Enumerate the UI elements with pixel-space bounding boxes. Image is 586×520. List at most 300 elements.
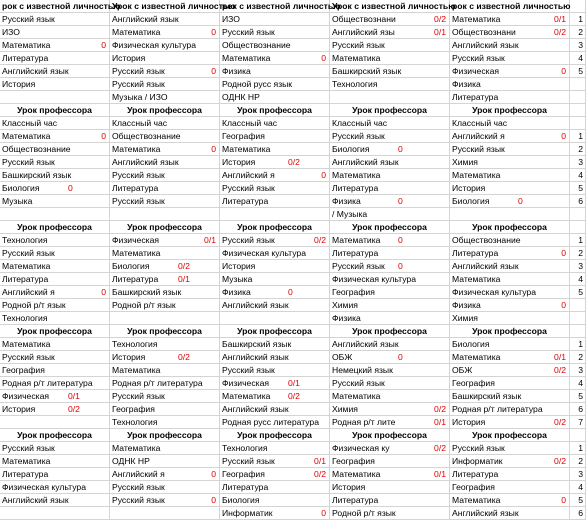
subject-cell[interactable] (110, 234, 220, 247)
subject-cell[interactable] (110, 494, 220, 507)
lesson-number-cell[interactable] (570, 169, 586, 182)
subject-cell[interactable] (450, 91, 570, 104)
subject-cell[interactable] (220, 78, 330, 91)
lesson-number-cell[interactable] (570, 52, 586, 65)
subject-cell[interactable] (450, 130, 570, 143)
cell-text: Русский язык (2, 248, 55, 258)
subject-cell[interactable] (0, 39, 110, 52)
section-header-cell[interactable] (0, 429, 110, 442)
cell-text: Математика (452, 495, 501, 505)
subject-cell[interactable] (220, 52, 330, 65)
subject-cell[interactable] (0, 273, 110, 286)
lesson-number-cell[interactable] (570, 208, 586, 221)
lesson-number-cell[interactable] (570, 442, 586, 455)
lesson-number-cell[interactable] (570, 78, 586, 91)
lesson-number-cell[interactable] (570, 312, 586, 325)
subject-cell[interactable] (220, 481, 330, 494)
subject-cell[interactable] (220, 130, 330, 143)
subject-cell[interactable] (110, 338, 220, 351)
subject-cell[interactable] (330, 52, 450, 65)
lesson-number-cell[interactable] (570, 156, 586, 169)
subject-cell[interactable] (110, 13, 220, 26)
cell-text: Физическая культура (452, 287, 536, 297)
subject-cell[interactable] (0, 468, 110, 481)
grade-count: 0 (561, 495, 566, 505)
section-header-cell[interactable] (110, 0, 236, 13)
subject-cell[interactable] (450, 299, 570, 312)
subject-cell[interactable] (110, 455, 220, 468)
cell-text: Русский язык (112, 196, 165, 206)
subject-cell[interactable] (330, 416, 450, 429)
subject-cell[interactable] (0, 481, 110, 494)
subject-cell[interactable] (0, 286, 110, 299)
lesson-number-cell[interactable] (570, 39, 586, 52)
subject-cell[interactable] (0, 182, 110, 195)
subject-cell[interactable] (110, 52, 220, 65)
section-header-cell[interactable] (0, 104, 110, 117)
subject-cell[interactable] (220, 455, 330, 468)
subject-cell[interactable] (0, 143, 110, 156)
subject-cell[interactable] (330, 91, 450, 104)
subject-cell[interactable] (110, 286, 220, 299)
grade-count: 0/1 (554, 14, 566, 24)
lesson-number-cell[interactable] (570, 507, 586, 520)
subject-cell[interactable] (0, 416, 110, 429)
subject-cell[interactable] (220, 468, 330, 481)
cell-text: Русский язык (2, 352, 55, 362)
subject-cell[interactable] (330, 403, 450, 416)
subject-cell[interactable] (110, 403, 220, 416)
lesson-number-cell[interactable] (570, 26, 586, 39)
lesson-number-cell[interactable] (570, 182, 586, 195)
section-header-cell[interactable] (450, 0, 570, 13)
subject-cell[interactable] (330, 338, 450, 351)
subject-cell[interactable] (0, 117, 110, 130)
lesson-number-cell[interactable] (570, 0, 586, 13)
subject-cell[interactable] (330, 390, 450, 403)
subject-cell[interactable] (0, 26, 110, 39)
cell-text: Родная р/т литература (112, 378, 203, 388)
cell-text: Технология (112, 339, 158, 349)
subject-cell[interactable] (0, 65, 110, 78)
subject-cell[interactable] (220, 507, 330, 520)
subject-cell[interactable] (110, 195, 220, 208)
subject-cell[interactable] (330, 13, 450, 26)
cell-text: Русский язык (112, 482, 165, 492)
section-header-cell[interactable] (220, 221, 330, 234)
subject-cell[interactable] (330, 455, 450, 468)
subject-cell[interactable] (110, 182, 220, 195)
lesson-number-cell[interactable] (570, 91, 586, 104)
grade-count: 0 (398, 144, 403, 154)
section-header-cell[interactable] (110, 221, 220, 234)
subject-cell[interactable] (220, 494, 330, 507)
subject-cell[interactable] (450, 494, 570, 507)
subject-cell[interactable] (110, 91, 220, 104)
section-header-cell[interactable] (220, 325, 330, 338)
subject-cell[interactable] (110, 442, 220, 455)
subject-cell[interactable] (450, 468, 570, 481)
cell-text: Русский язык (222, 235, 275, 245)
subject-cell[interactable] (330, 234, 450, 247)
subject-cell[interactable] (110, 507, 220, 520)
grade-count: 0 (101, 287, 106, 297)
subject-cell[interactable] (220, 286, 330, 299)
subject-cell[interactable] (0, 247, 110, 260)
subject-cell[interactable] (450, 117, 570, 130)
subject-cell[interactable] (220, 143, 330, 156)
subject-cell[interactable] (220, 247, 330, 260)
lesson-number-cell[interactable] (570, 117, 586, 130)
subject-cell[interactable] (450, 182, 570, 195)
subject-cell[interactable] (450, 351, 570, 364)
subject-cell[interactable] (0, 403, 110, 416)
lesson-number-cell[interactable] (570, 377, 586, 390)
cell-text: География (332, 287, 375, 297)
grade-count: 0 (321, 508, 326, 518)
subject-cell[interactable] (0, 156, 110, 169)
lesson-number-cell[interactable] (570, 13, 586, 26)
subject-cell[interactable] (220, 273, 330, 286)
subject-cell[interactable] (0, 78, 110, 91)
subject-cell[interactable] (330, 351, 450, 364)
section-header-cell[interactable] (450, 325, 570, 338)
subject-cell[interactable] (330, 377, 450, 390)
section-header-cell[interactable] (330, 221, 450, 234)
subject-cell[interactable] (450, 442, 570, 455)
subject-cell[interactable] (330, 195, 450, 208)
subject-cell[interactable] (0, 195, 110, 208)
grade-count: 0/2 (554, 365, 566, 375)
lesson-number-cell[interactable] (570, 494, 586, 507)
subject-cell[interactable] (220, 442, 330, 455)
subject-cell[interactable] (0, 507, 110, 520)
cell-text: Математика (2, 131, 51, 141)
subject-cell[interactable] (220, 91, 330, 104)
cell-text: Английский язык (332, 157, 399, 167)
subject-cell[interactable] (220, 299, 330, 312)
subject-cell[interactable] (450, 507, 570, 520)
subject-cell[interactable] (330, 65, 450, 78)
lesson-number-cell[interactable] (570, 338, 586, 351)
lesson-number-cell[interactable] (570, 481, 586, 494)
cell-text: Урок профессора (237, 430, 312, 440)
subject-cell[interactable] (0, 351, 110, 364)
cell-text: ОДНК НР (222, 92, 260, 102)
subject-cell[interactable] (330, 39, 450, 52)
subject-cell[interactable] (0, 442, 110, 455)
subject-cell[interactable] (110, 39, 220, 52)
subject-cell[interactable] (0, 91, 110, 104)
subject-cell[interactable] (330, 117, 450, 130)
cell-text: Математика (332, 391, 381, 401)
cell-text: Физика (332, 313, 361, 323)
cell-text: 3 (578, 469, 583, 479)
subject-cell[interactable] (110, 130, 220, 143)
lesson-number-cell[interactable] (570, 416, 586, 429)
section-header-cell[interactable] (450, 104, 570, 117)
subject-cell[interactable] (450, 377, 570, 390)
subject-cell[interactable] (450, 169, 570, 182)
lesson-number-cell[interactable] (570, 221, 586, 234)
subject-cell[interactable] (450, 273, 570, 286)
subject-cell[interactable] (220, 403, 330, 416)
subject-cell[interactable] (0, 130, 110, 143)
cell-text: Урок профессора (472, 326, 547, 336)
subject-cell[interactable] (0, 377, 110, 390)
subject-cell[interactable] (330, 169, 450, 182)
subject-cell[interactable] (450, 26, 570, 39)
grade-count: 0 (321, 53, 326, 63)
cell-text: Математика (222, 391, 271, 401)
subject-cell[interactable] (330, 182, 450, 195)
cell-text: География (2, 365, 45, 375)
cell-text: Башкирский язык (222, 339, 292, 349)
subject-cell[interactable] (220, 65, 330, 78)
subject-cell[interactable] (220, 26, 330, 39)
lesson-number-cell[interactable] (570, 455, 586, 468)
lesson-number-cell[interactable] (570, 195, 586, 208)
grade-count: 0/1 (288, 378, 300, 388)
subject-cell[interactable] (110, 117, 220, 130)
cell-text: Обществознание (2, 144, 71, 154)
cell-text: История (452, 183, 486, 193)
subject-cell[interactable] (220, 182, 330, 195)
cell-text: Технология (222, 443, 268, 453)
section-header-cell[interactable] (110, 325, 220, 338)
subject-cell[interactable] (0, 52, 110, 65)
subject-cell[interactable] (110, 26, 220, 39)
cell-text: Обществознани (452, 27, 516, 37)
subject-cell[interactable] (110, 468, 220, 481)
subject-cell[interactable] (110, 351, 220, 364)
subject-cell[interactable] (220, 260, 330, 273)
lesson-number-cell[interactable] (570, 390, 586, 403)
lesson-number-cell[interactable] (570, 403, 586, 416)
subject-cell[interactable] (450, 455, 570, 468)
subject-cell[interactable] (330, 78, 450, 91)
subject-cell[interactable] (330, 130, 450, 143)
subject-cell[interactable] (0, 299, 110, 312)
section-header-cell[interactable] (0, 0, 121, 13)
subject-cell[interactable] (330, 312, 450, 325)
cell-text: Урок профессора (17, 105, 92, 115)
lesson-number-cell[interactable] (570, 234, 586, 247)
cell-text: Математика (2, 261, 51, 271)
subject-cell[interactable] (450, 364, 570, 377)
section-header-cell[interactable] (450, 429, 570, 442)
subject-cell[interactable] (0, 234, 110, 247)
subject-cell[interactable] (450, 208, 570, 221)
subject-cell[interactable] (110, 416, 220, 429)
subject-cell[interactable] (220, 416, 330, 429)
cell-text: Математика (332, 170, 381, 180)
subject-cell[interactable] (110, 247, 220, 260)
subject-cell[interactable] (110, 273, 220, 286)
subject-cell[interactable] (220, 364, 330, 377)
subject-cell[interactable] (330, 260, 450, 273)
lesson-number-cell[interactable] (570, 325, 586, 338)
subject-cell[interactable] (330, 247, 450, 260)
cell-text: Английский я (2, 287, 55, 297)
subject-cell[interactable] (450, 403, 570, 416)
cell-text: Биология (332, 144, 370, 154)
subject-cell[interactable] (0, 169, 110, 182)
subject-cell[interactable] (220, 351, 330, 364)
subject-cell[interactable] (0, 13, 110, 26)
subject-cell[interactable] (0, 312, 110, 325)
lesson-number-cell[interactable] (570, 429, 586, 442)
section-header-cell[interactable] (330, 0, 456, 13)
subject-cell[interactable] (330, 208, 450, 221)
subject-cell[interactable] (220, 208, 330, 221)
lesson-number-cell[interactable] (570, 299, 586, 312)
cell-text: Урок профессора (352, 326, 427, 336)
subject-cell[interactable] (450, 247, 570, 260)
subject-cell[interactable] (110, 377, 220, 390)
subject-cell[interactable] (220, 338, 330, 351)
subject-cell[interactable] (330, 299, 450, 312)
lesson-number-cell[interactable] (570, 65, 586, 78)
section-header-cell[interactable] (0, 325, 110, 338)
subject-cell[interactable] (220, 117, 330, 130)
cell-text: Математика (452, 14, 501, 24)
subject-cell[interactable] (220, 169, 330, 182)
subject-cell[interactable] (110, 481, 220, 494)
subject-cell[interactable] (0, 494, 110, 507)
lesson-number-cell[interactable] (570, 143, 586, 156)
subject-cell[interactable] (0, 260, 110, 273)
subject-cell[interactable] (450, 260, 570, 273)
lesson-number-cell[interactable] (570, 286, 586, 299)
subject-cell[interactable] (450, 65, 570, 78)
section-header-cell[interactable] (330, 325, 450, 338)
subject-cell[interactable] (330, 494, 450, 507)
subject-cell[interactable] (450, 481, 570, 494)
subject-cell[interactable] (220, 390, 330, 403)
cell-text: Русский язык (2, 443, 55, 453)
subject-cell[interactable] (220, 312, 330, 325)
cell-text: Урок профессора (127, 105, 202, 115)
subject-cell[interactable] (220, 234, 330, 247)
subject-cell[interactable] (110, 156, 220, 169)
subject-cell[interactable] (330, 481, 450, 494)
subject-cell[interactable] (0, 208, 110, 221)
subject-cell[interactable] (220, 195, 330, 208)
subject-cell[interactable] (110, 260, 220, 273)
subject-cell[interactable] (330, 26, 450, 39)
subject-cell[interactable] (450, 338, 570, 351)
subject-cell[interactable] (450, 52, 570, 65)
lesson-number-cell[interactable] (570, 364, 586, 377)
section-header-cell[interactable] (110, 429, 220, 442)
subject-cell[interactable] (110, 299, 220, 312)
grade-count: 0 (398, 196, 403, 206)
section-header-cell[interactable] (330, 429, 450, 442)
subject-cell[interactable] (450, 143, 570, 156)
subject-cell[interactable] (0, 455, 110, 468)
subject-cell[interactable] (220, 156, 330, 169)
section-header-cell[interactable] (220, 104, 330, 117)
cell-text: Классный час (2, 118, 58, 128)
lesson-number-cell[interactable] (570, 130, 586, 143)
subject-cell[interactable] (220, 39, 330, 52)
cell-text: Английский язык (112, 14, 179, 24)
subject-cell[interactable] (450, 286, 570, 299)
section-header-cell[interactable] (330, 104, 450, 117)
lesson-number-cell[interactable] (570, 260, 586, 273)
cell-text: Физика (452, 79, 481, 89)
subject-cell[interactable] (450, 234, 570, 247)
subject-cell[interactable] (110, 390, 220, 403)
subject-cell[interactable] (110, 65, 220, 78)
subject-cell[interactable] (110, 364, 220, 377)
cell-text: География (452, 378, 495, 388)
section-header-cell[interactable] (220, 0, 341, 13)
grade-count: 0 (68, 183, 73, 193)
lesson-number-cell[interactable] (570, 468, 586, 481)
subject-cell[interactable] (450, 78, 570, 91)
cell-text: Литература (222, 196, 269, 206)
subject-cell[interactable] (330, 442, 450, 455)
subject-cell[interactable] (330, 143, 450, 156)
subject-cell[interactable] (450, 195, 570, 208)
subject-cell[interactable] (330, 364, 450, 377)
section-header-cell[interactable] (0, 221, 110, 234)
cell-text: ИЗО (2, 27, 20, 37)
section-header-cell[interactable] (220, 429, 330, 442)
subject-cell[interactable] (110, 78, 220, 91)
subject-cell[interactable] (110, 169, 220, 182)
subject-cell[interactable] (110, 208, 220, 221)
cell-text: Родная р/т литература (452, 404, 543, 414)
subject-cell[interactable] (0, 364, 110, 377)
subject-cell[interactable] (330, 468, 450, 481)
cell-text: География (332, 456, 375, 466)
lesson-number-cell[interactable] (570, 104, 586, 117)
subject-cell[interactable] (220, 13, 330, 26)
subject-cell[interactable] (450, 13, 570, 26)
subject-cell[interactable] (330, 507, 450, 520)
cell-text: Английский я (222, 170, 275, 180)
lesson-number-cell[interactable] (570, 351, 586, 364)
subject-cell[interactable] (450, 390, 570, 403)
subject-cell[interactable] (450, 39, 570, 52)
section-header-cell[interactable] (110, 104, 220, 117)
subject-cell[interactable] (330, 286, 450, 299)
grade-count: 0/1 (204, 235, 216, 245)
subject-cell[interactable] (110, 312, 220, 325)
subject-cell[interactable] (110, 143, 220, 156)
subject-cell[interactable] (220, 377, 330, 390)
grade-count: 0/2 (554, 27, 566, 37)
cell-text: Русский язык (222, 27, 275, 37)
cell-text: История (332, 482, 366, 492)
subject-cell[interactable] (450, 416, 570, 429)
subject-cell[interactable] (330, 273, 450, 286)
subject-cell[interactable] (0, 390, 110, 403)
subject-cell[interactable] (450, 312, 570, 325)
cell-text: Башкирский язык (2, 170, 72, 180)
subject-cell[interactable] (450, 156, 570, 169)
section-header-cell[interactable] (450, 221, 570, 234)
cell-text: Математика (452, 170, 501, 180)
subject-cell[interactable] (0, 338, 110, 351)
subject-cell[interactable] (330, 156, 450, 169)
cell-text: Литература (332, 495, 379, 505)
lesson-number-cell[interactable] (570, 247, 586, 260)
lesson-number-cell[interactable] (570, 273, 586, 286)
